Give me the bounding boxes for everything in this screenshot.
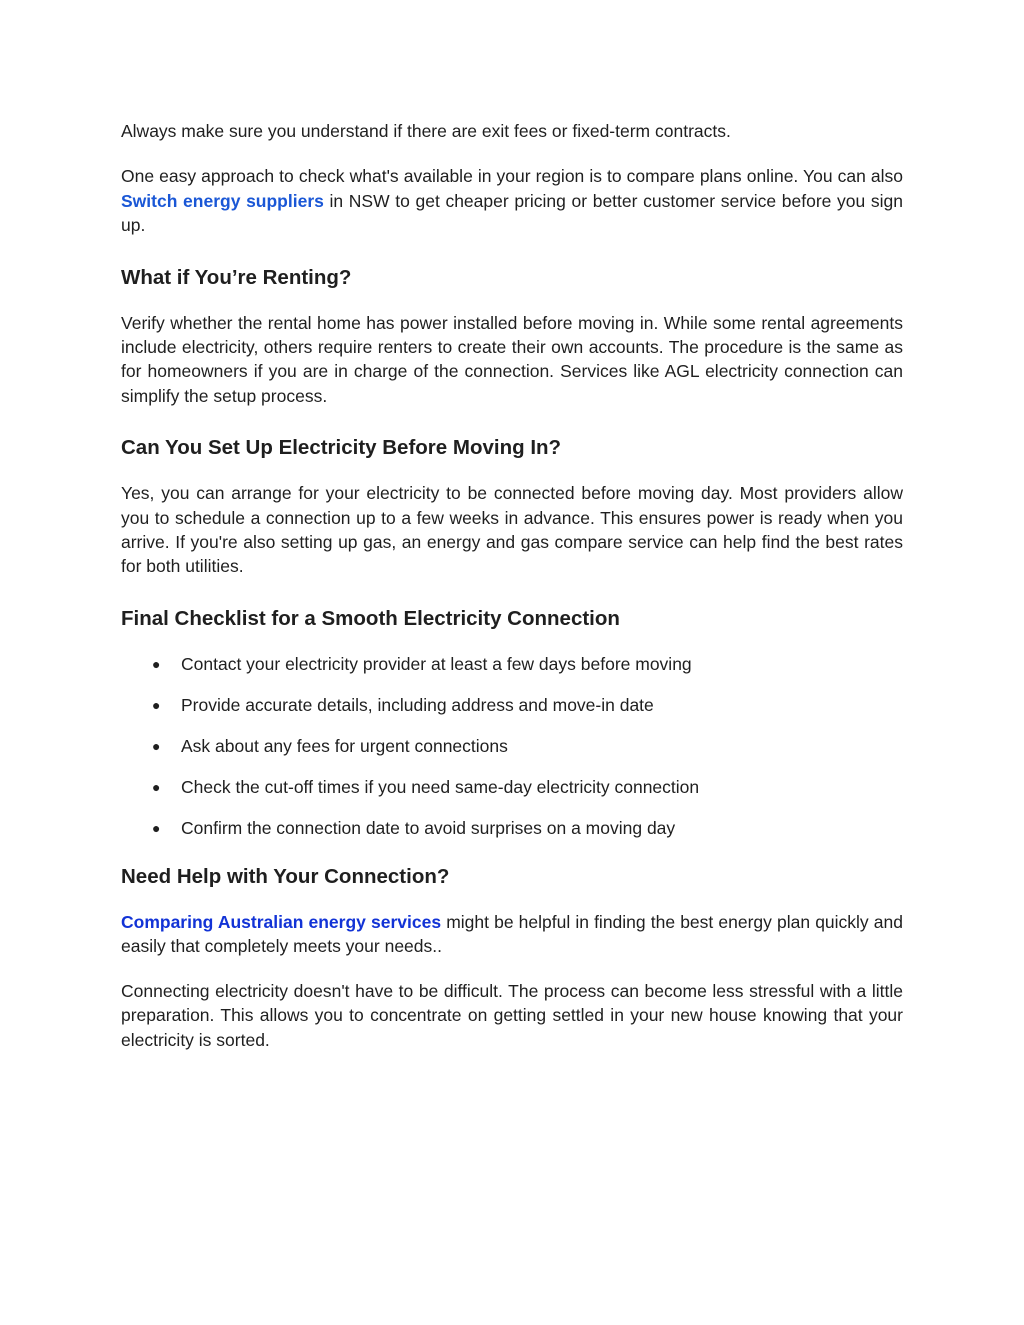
checklist-item-text: Provide accurate details, including address and move-in date [181, 694, 654, 715]
checklist-item-text: Confirm the connection date to avoid surprises on a moving day [181, 817, 676, 838]
checklist-item-text: Ask about any fees for urgent connections [181, 735, 508, 756]
intro-paragraph-exit-fees: Always make sure you understand if there are exit fees or fixed-term contracts. [121, 121, 731, 141]
bullet-icon: ● [152, 778, 161, 795]
checklist [121, 652, 903, 840]
checklist-item [121, 693, 903, 717]
checklist-item-text: Contact your electricity provider at least a few days before moving [181, 653, 692, 674]
bullet-icon: ● [152, 737, 161, 754]
help-heading: Need Help with Your Connection? [121, 864, 450, 888]
checklist-heading: Final Checklist for a Smooth Electricity Connection [121, 606, 620, 630]
compare-text-before: One easy approach to check what's available in your region is to compare plans online. You can also [121, 166, 903, 187]
intro-paragraph-compare [121, 164, 903, 237]
checklist-item-text: Check the cut-off times if you need same-day electricity connection [181, 776, 700, 797]
renting-paragraph: Verify whether the rental home has power installed before moving in. While some rental agreements include electricity, others require renters to create their own accounts. The procedure is the same as for homeowners if you are in charge of the connection. Services like AGL electricity connection can simplify the setup process. [121, 312, 903, 406]
renting-heading: What if You’re Renting? [121, 265, 352, 289]
checklist-item [121, 775, 903, 799]
switch-energy-suppliers-link[interactable]: Switch energy suppliers [121, 190, 324, 211]
help-paragraph-closing: Connecting electricity doesn't have to be difficult. The process can become less stressful with a little preparation. This allows you to concentrate on getting settled in your new house knowing that your electricity is sorted. [121, 980, 903, 1050]
before-moving-heading: Can You Set Up Electricity Before Moving In? [121, 436, 562, 460]
checklist-item [121, 652, 903, 676]
bullet-icon: ● [152, 696, 161, 713]
bullet-icon: ● [152, 819, 161, 836]
document-page [121, 119, 903, 1072]
before-moving-paragraph: Yes, you can arrange for your electricity to be connected before moving day. Most providers allow you to schedule a connection up to a few weeks in advance. This ensures power is ready when you arrive. If you're also setting up gas, an energy and gas compare service can help find the best rates for both utilities. [121, 483, 903, 577]
compare-text-after: in NSW to get cheaper pricing or better customer service before you sign up. [121, 190, 904, 236]
bullet-icon: ● [152, 655, 161, 672]
help-paragraph-comparing [121, 910, 903, 959]
checklist-item [121, 816, 903, 840]
comparing-text-after: might be helpful in finding the best energy plan quickly and easily that completely meets your needs.. [121, 911, 903, 957]
comparing-energy-services-link[interactable]: Comparing Australian energy services [121, 911, 442, 932]
checklist-item [121, 734, 903, 758]
